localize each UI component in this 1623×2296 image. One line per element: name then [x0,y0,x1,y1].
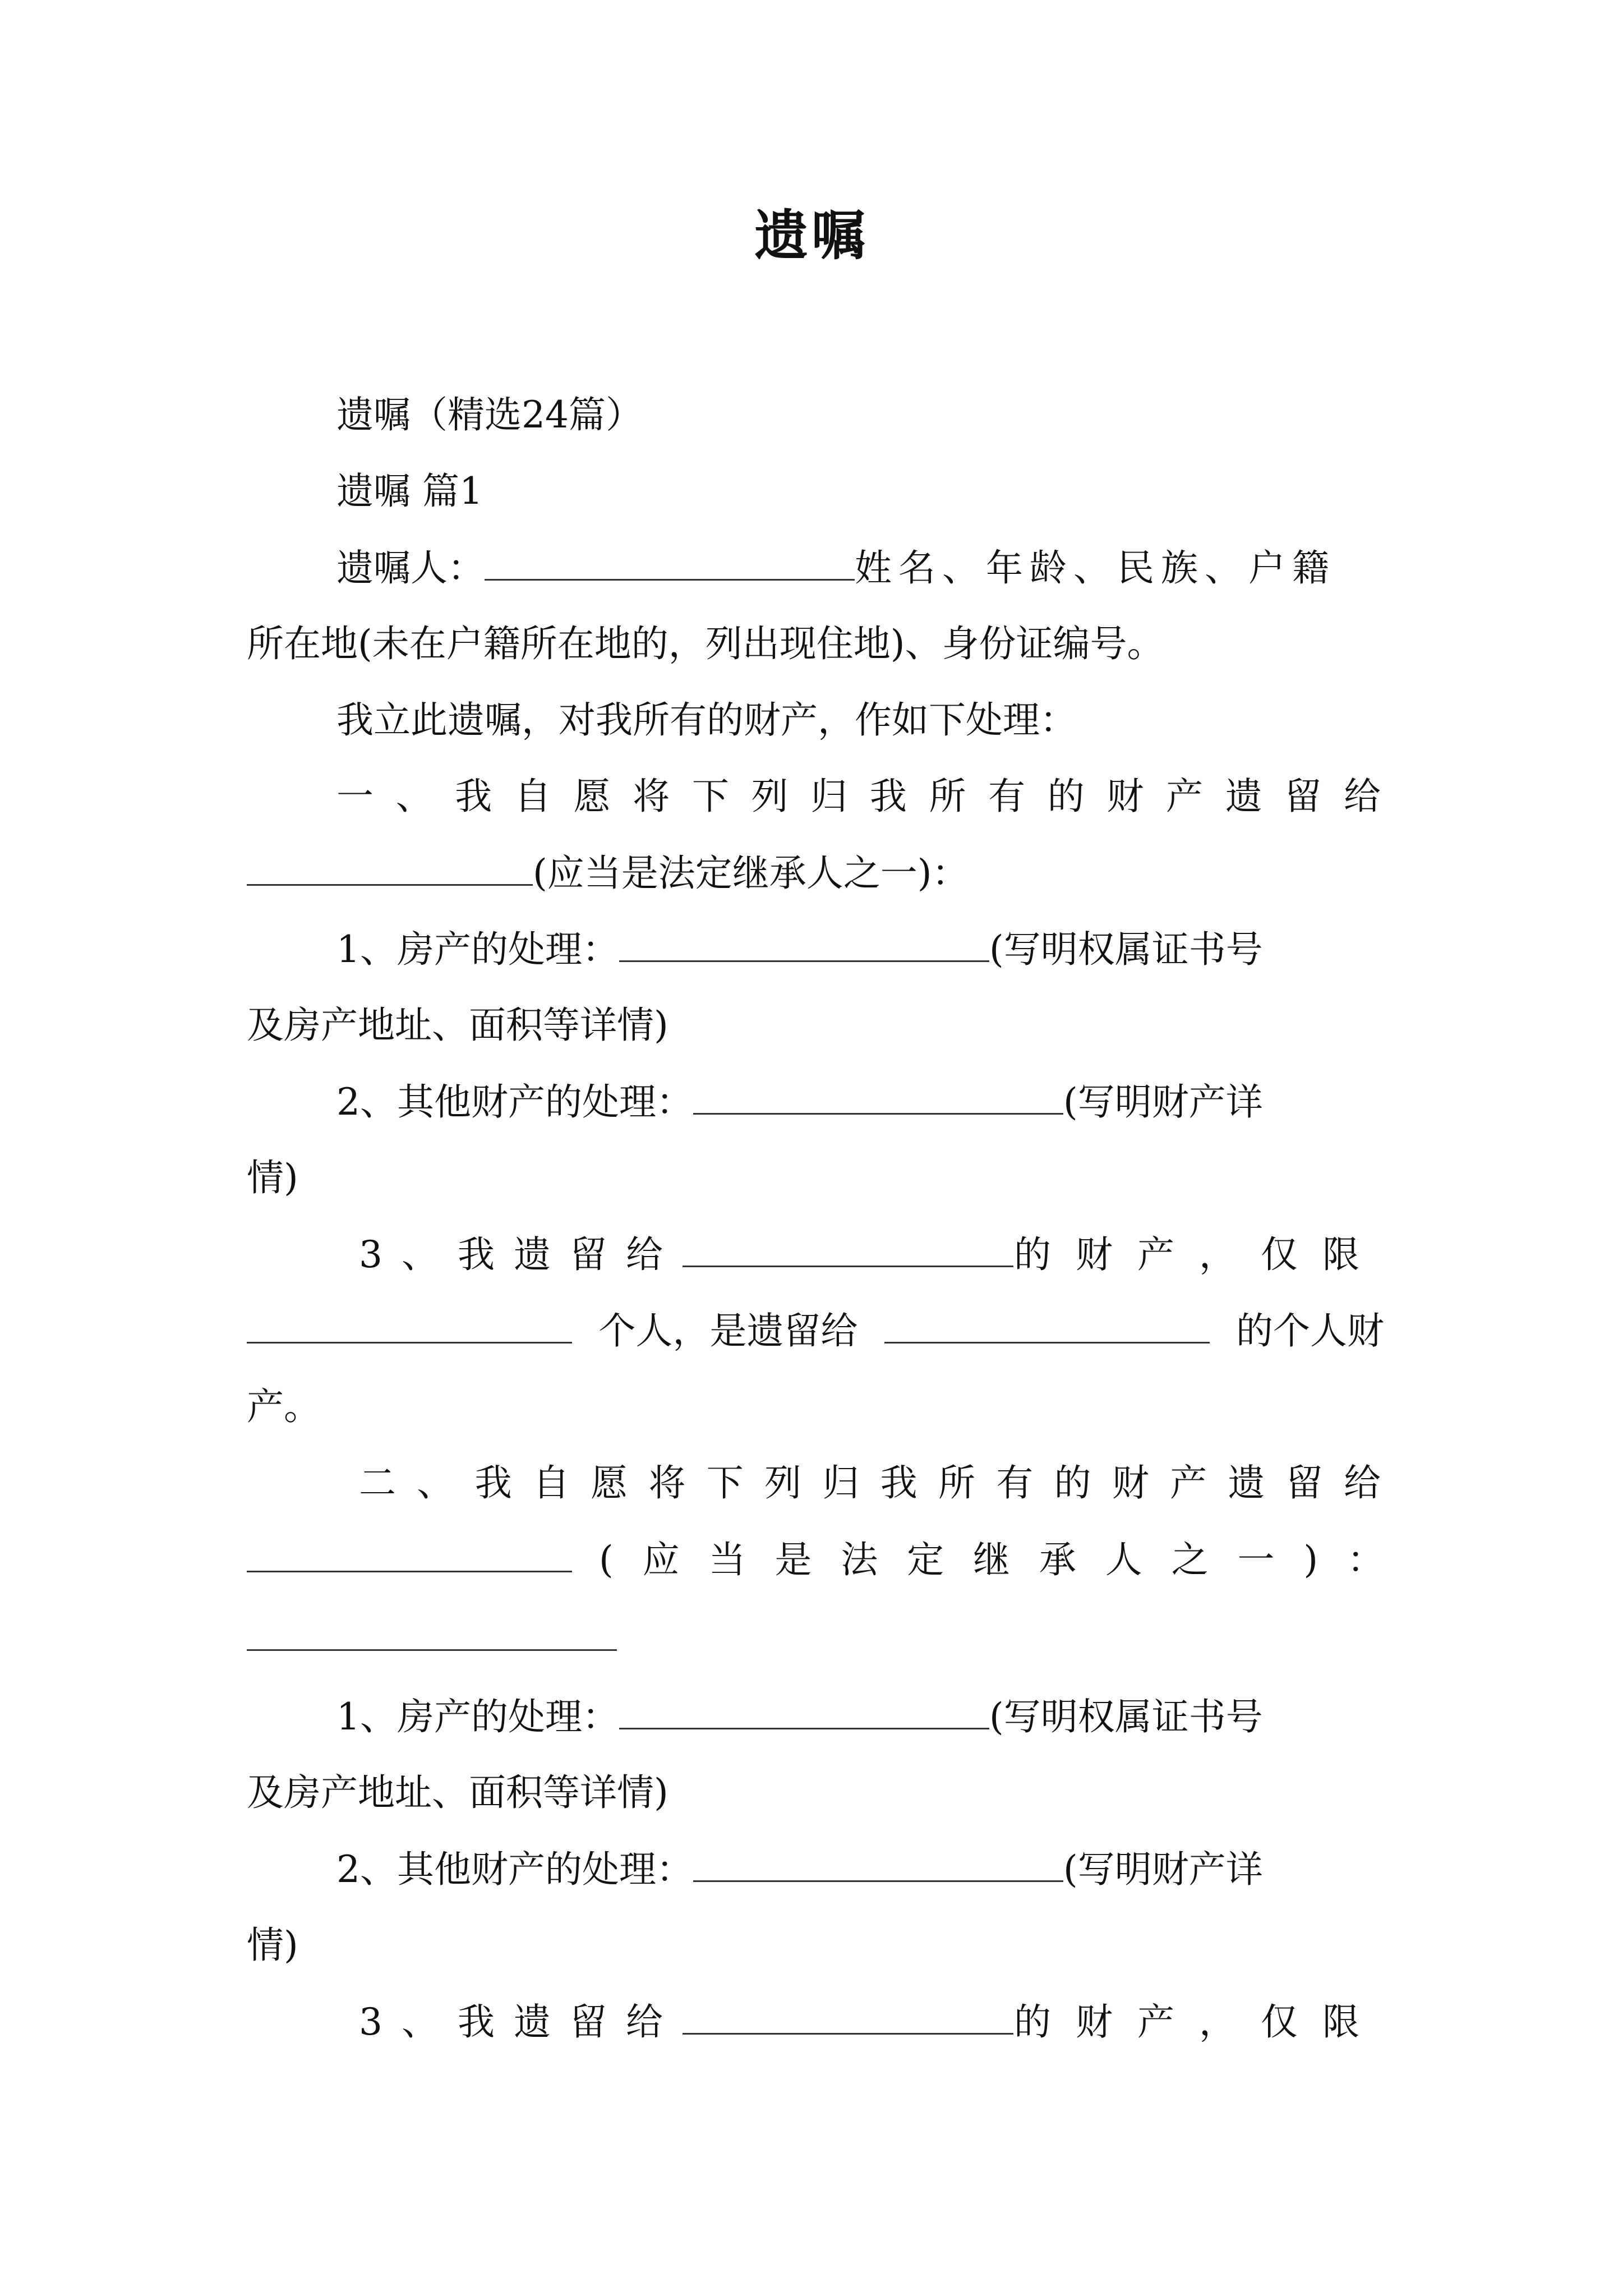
part2-item3 [359,1994,1384,2050]
part2-item3-label: 3、我遗留给 [359,2000,682,2044]
part1-item2 [336,1074,1263,1130]
part1-item3-recipient-blank[interactable] [884,1303,1210,1343]
intro-text: 我立此遗嘱，对我所有的财产，作如下处理： [336,698,1077,742]
part1-item3-label: 3、我遗留给 [359,1233,682,1276]
part1-heir-blank[interactable] [247,845,533,886]
part2-heading: 二、我自愿将下列归我所有的财产遗留给 [359,1461,1384,1504]
part2-heir-blank[interactable] [247,1531,572,1572]
part2-item2 [336,1841,1263,1898]
part1-item2-hint: (写明财产详 [1063,1080,1263,1124]
part1-item1 [336,921,1263,978]
part2-item2-continued: 情) [247,1924,298,1967]
part1-item2-blank[interactable] [693,1074,1063,1115]
document-title: 遗嘱 [754,204,869,267]
part1-item3-hint: 的财产，仅限 [1014,1233,1384,1276]
section-heading: 遗嘱 篇1 [336,470,483,513]
part1-item1-blank[interactable] [619,921,989,962]
part1-item3-end: 产。 [247,1385,321,1428]
part2-item3-blank[interactable] [683,1994,1013,2035]
part2-item3-hint: 的财产，仅限 [1014,2000,1384,2044]
testator-hint: 姓名、年龄、民族、户籍 [855,546,1336,590]
part1-item3-tail: 的个人财 [1235,1309,1384,1352]
document-subtitle: 遗嘱（精选24篇） [336,393,643,436]
testator-label: 遗嘱人： [336,546,485,590]
part1-item2-label: 2、其他财产的处理： [336,1080,693,1124]
part1-item3-note: 个人，是遗留给 [598,1309,858,1352]
testator-line [336,540,1336,596]
part1-heir-note: (应当是法定继承人之一)： [533,852,969,895]
part2-item1 [336,1688,1263,1745]
part1-item3-blank[interactable] [683,1226,1013,1267]
part1-heir-line [247,845,969,901]
part2-item1-label: 1、房产的处理： [336,1695,619,1738]
part2-item2-label: 2、其他财产的处理： [336,1848,693,1891]
part1-item1-label: 1、房产的处理： [336,928,619,971]
part1-item1-continued: 及房产地址、面积等详情) [247,1004,668,1047]
part1-item3-person-blank[interactable] [247,1303,572,1343]
part1-item2-continued: 情) [247,1156,298,1199]
part2-item2-blank[interactable] [693,1841,1063,1882]
part2-heir-line [247,1531,1384,1588]
testator-hint-continued: 所在地(未在户籍所在地的，列出现住地)、身份证编号。 [247,622,1164,665]
part2-item1-continued: 及房产地址、面积等详情) [247,1771,668,1814]
part1-item3-continued [247,1303,1384,1359]
part1-heading: 一、我自愿将下列归我所有的财产遗留给 [336,775,1384,818]
part2-heir-note: (应当是法定继承人之一)： [599,1538,1384,1581]
part2-item1-hint: (写明权属证书号 [989,1695,1263,1738]
part1-item1-hint: (写明权属证书号 [989,928,1263,971]
part2-extra-blank[interactable] [247,1649,617,1651]
part2-item2-hint: (写明财产详 [1063,1848,1263,1891]
part1-item3 [359,1226,1384,1283]
part2-item1-blank[interactable] [619,1688,989,1729]
testator-blank[interactable] [485,540,855,581]
